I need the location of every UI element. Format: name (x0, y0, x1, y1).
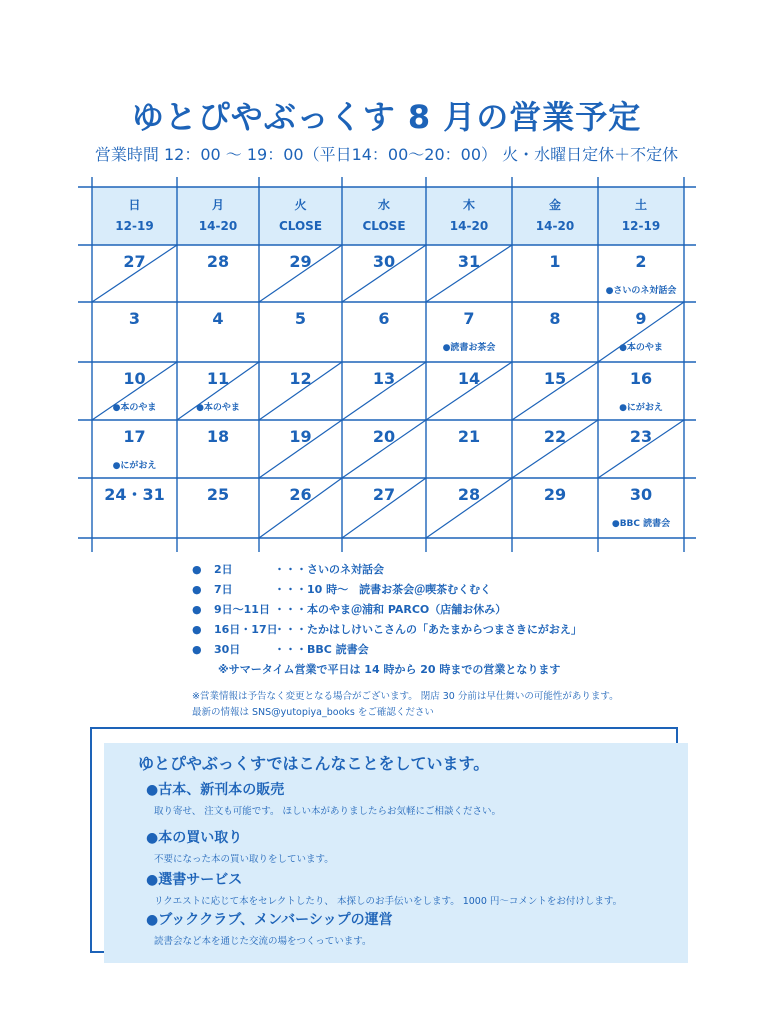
list-item (192, 580, 582, 600)
day-number: 24・31 (104, 485, 165, 504)
day-number: 8 (549, 309, 561, 328)
day-event-note: ●さいのネ対話会 (605, 286, 677, 296)
day-number: 28 (206, 252, 230, 271)
list-item (192, 640, 582, 660)
weekday-hours: CLOSE (362, 219, 406, 233)
service-heading: ●ブッククラブ、メンバーシップの運営 (146, 912, 393, 928)
day-number: 27 (372, 485, 396, 504)
day-number: 21 (457, 427, 481, 446)
day-number: 5 (294, 309, 307, 328)
event-text: ・・・本のやま＠浦和 PARCO（店舗お休み） (274, 603, 507, 616)
day-number: 19 (289, 427, 312, 446)
day-number: 25 (206, 485, 230, 504)
day-event-note: ●BBC 読書会 (611, 519, 671, 529)
service-item (146, 909, 393, 947)
summer-note: ※サマータイム営業で平日は 14 時から 20 時までの営業となります (218, 663, 561, 676)
service-desc: リクエストに応じて本をセレクトしたり、 本探しのお手伝いをします。 1000 円〜コメントをお付けします。 (154, 896, 623, 907)
weekday-label: 日 (128, 198, 141, 212)
event-text: ・・・さいのネ対話会 (274, 563, 384, 576)
day-number: 13 (372, 369, 396, 388)
weekday-hours: 14-20 (535, 219, 575, 233)
day-event-note: ●本のやま (196, 403, 240, 413)
service-desc: 取り寄せ、 注文も可能です。 ほしい本がありましたらお気軽にご相談ください。 (154, 806, 501, 817)
notices (192, 689, 619, 721)
event-text: ・・・10 時〜 読書お茶会＠喫茶むくむく (274, 583, 492, 596)
day-number: 12 (289, 369, 312, 388)
day-number: 16 (629, 369, 653, 388)
day-event-note: ●本のやま (619, 343, 663, 353)
day-number: 30 (372, 252, 396, 271)
service-desc: 不要になった本の買い取りをしています。 (154, 854, 334, 865)
service-heading: ●選書サービス (146, 872, 243, 888)
day-number: 30 (629, 485, 653, 504)
day-number: 17 (123, 427, 146, 446)
bullet-icon: ● (192, 623, 202, 636)
day-number: 15 (543, 369, 567, 388)
service-item (146, 779, 501, 817)
header-row-fill (92, 187, 684, 245)
weekday-hours: 14-20 (449, 219, 489, 233)
info-title: ゆとぴやぶっくすではこんなことをしています。 (138, 754, 490, 773)
event-text: ・・・BBC 読書会 (274, 643, 369, 656)
notice-line: 最新の情報は SNS@yutopiya_books をご確認ください (192, 707, 434, 718)
day-number: 9 (635, 309, 647, 328)
day-number: 22 (543, 427, 567, 446)
day-number: 28 (457, 485, 481, 504)
day-number: 27 (123, 252, 146, 271)
event-text: ・・・たかはしけいこさんの「あたまからつまさきにがおえ」 (274, 623, 582, 636)
notice-line: ※営業情報は予告なく変更となる場合がございます。 閉店 30 分前は早仕舞いの可能性があります。 (192, 691, 619, 702)
weekday-hours: 12-19 (621, 219, 661, 233)
day-number: 14 (457, 369, 481, 388)
weekday-hours: CLOSE (278, 219, 323, 233)
day-number: 1 (549, 252, 561, 271)
list-item (192, 560, 582, 580)
day-number: 18 (206, 427, 230, 446)
weekday-hours: 12-19 (115, 219, 154, 233)
service-heading: ●古本、新刊本の販売 (146, 782, 285, 798)
weekday-label: 火 (294, 198, 307, 212)
event-list (192, 560, 582, 680)
day-number: 31 (457, 252, 481, 271)
day-number: 20 (372, 427, 396, 446)
bullet-icon: ● (192, 603, 202, 616)
day-number: 26 (289, 485, 312, 504)
day-event-note: ●にがおえ (619, 403, 663, 413)
day-number: 2 (635, 252, 647, 271)
day-number: 11 (206, 369, 230, 388)
day-number: 29 (543, 485, 567, 504)
day-number: 7 (463, 309, 475, 328)
day-number: 3 (128, 309, 141, 328)
weekday-label: 土 (634, 198, 648, 212)
event-date: 30日 (214, 643, 241, 656)
day-event-note: ●読書お茶会 (442, 343, 496, 353)
day-event-note: ●本のやま (112, 403, 157, 413)
weekday-hours: 14-20 (198, 219, 238, 233)
bullet-icon: ● (192, 643, 202, 656)
business-hours: 営業時間 12：00 〜 19：00（平日14：00〜20：00） 火・水曜日定休＋不定休 (94, 145, 679, 164)
event-date: 9日〜11日 (214, 603, 270, 616)
day-number: 4 (212, 309, 224, 328)
service-heading: ●本の買い取り (146, 830, 243, 846)
weekday-label: 木 (462, 198, 476, 212)
day-event-note: ●にがおえ (112, 461, 157, 471)
day-number: 29 (289, 252, 312, 271)
day-number: 6 (378, 309, 390, 328)
bullet-icon: ● (192, 563, 202, 576)
day-number: 10 (123, 369, 146, 388)
weekday-label: 金 (548, 198, 562, 212)
list-item (192, 620, 582, 640)
bullet-icon: ● (192, 583, 202, 596)
info-box (90, 727, 678, 953)
service-item (146, 869, 622, 907)
service-desc: 読書会など本を通じた交流の場をつくっています。 (154, 936, 372, 947)
service-item (146, 827, 334, 865)
weekday-label: 月 (211, 198, 225, 212)
event-date: 2日 (214, 563, 233, 576)
event-date: 16日・17日 (214, 623, 278, 636)
day-number: 23 (629, 427, 653, 446)
event-date: 7日 (214, 583, 233, 596)
weekday-label: 水 (377, 198, 391, 212)
list-item (192, 600, 582, 620)
page-title: ゆとぴやぶっくす 8 月の営業予定 (131, 98, 642, 136)
